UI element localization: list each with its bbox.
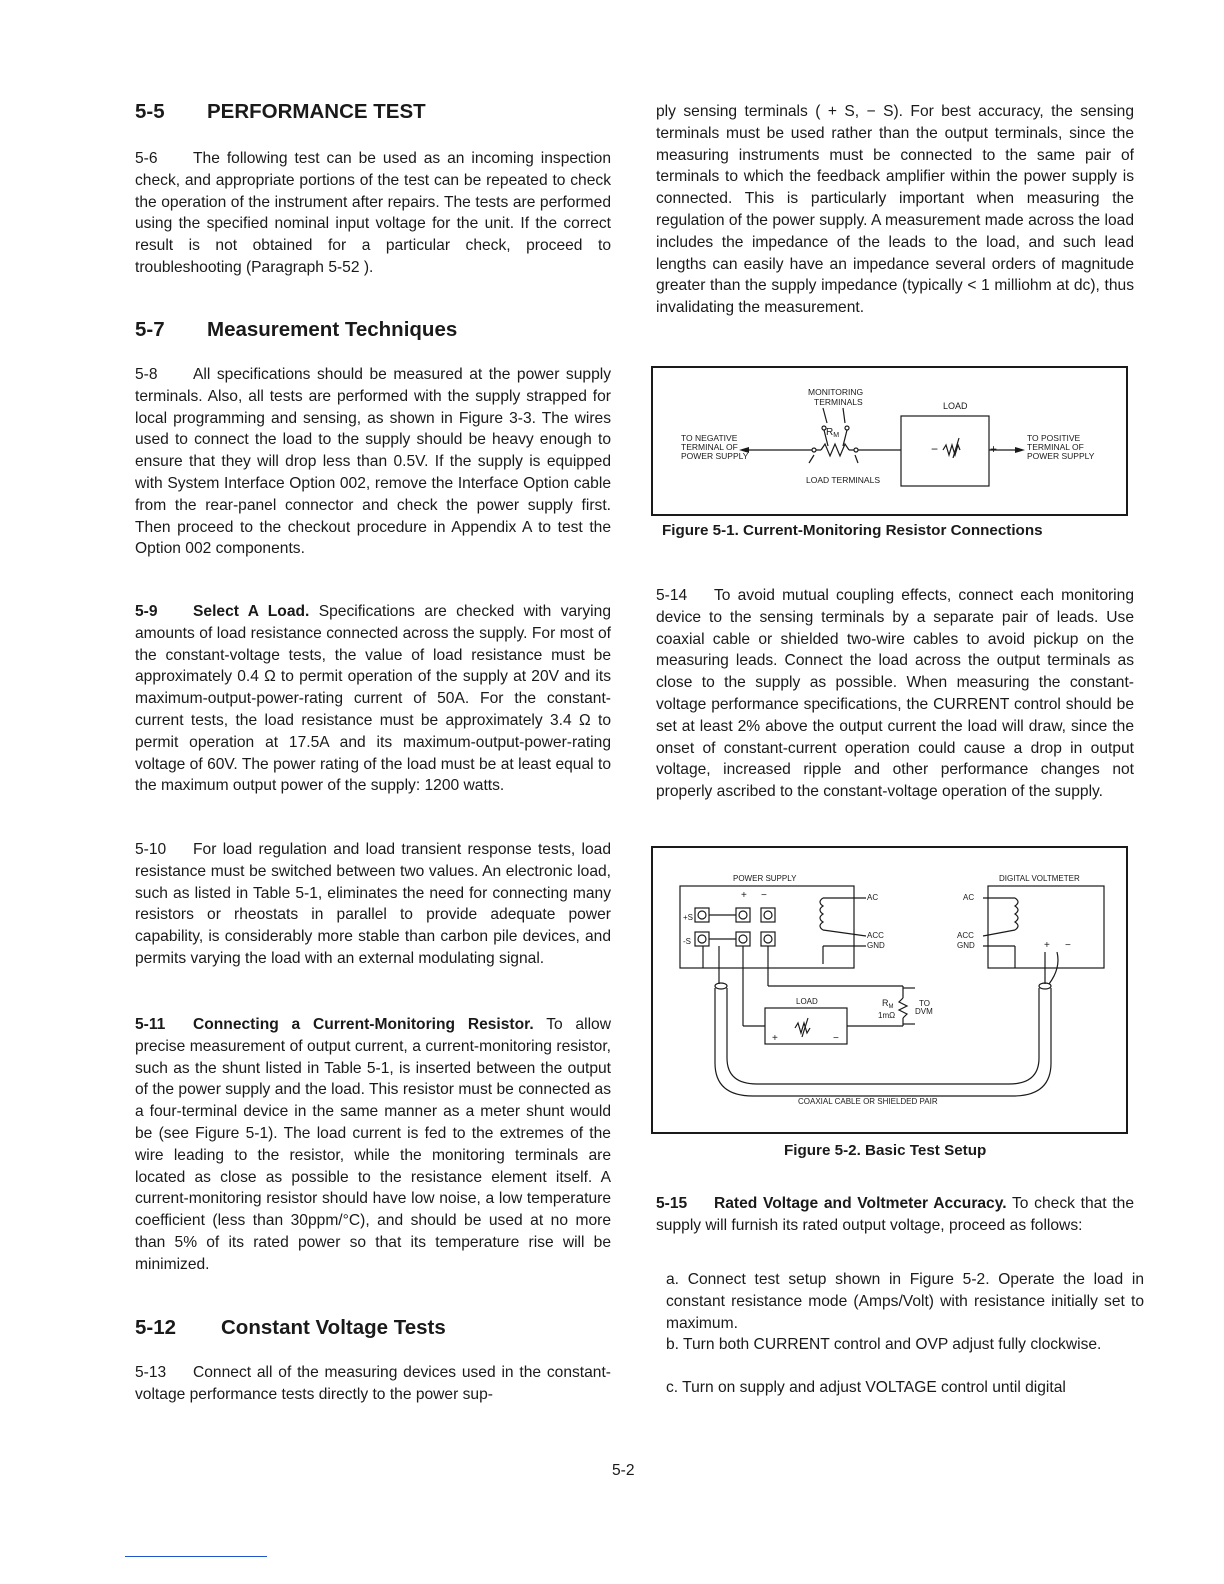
fig2-label-power-supply: POWER SUPPLY	[733, 874, 797, 883]
fig1-label-neg-1: TO NEGATIVE	[681, 433, 738, 443]
figure-5-1-diagram	[653, 368, 1126, 514]
paragraph-5-11: 5-11 Connecting a Current-Monitoring Resistor. To allow precise measurement of output current, a current-monitoring resistor, such as the shunt listed in Table 5-1, is inserted between the output of the power supply and the load. This resistor must be connected as a four-terminal device in the same manner as a meter shunt would be (see Figure 5-1). The load current is fed to the extremes of the wire leading to the resistor, while the monitoring terminals are located as close as possible to the resistance element itself. A current-monitoring resistor should have low noise, a low temperature coefficient (less than 30ppm/°C), and should be used at no more than 5% of its rated power so that its temperature rise will be minimized.	[135, 1016, 611, 1273]
figure-5-2	[651, 846, 1128, 1134]
step-a: a. Connect test setup shown in Figure 5-2. Operate the load in constant resistance mode (Amps/Volt) with resistance initially set to maximum.	[666, 1271, 1144, 1332]
fig2-label-gnd-left: GND	[867, 941, 885, 950]
fig2-label-to: TO	[919, 999, 930, 1008]
fig2-dvm-minus: −	[1065, 940, 1071, 951]
fig2-label-minus-s: -S	[683, 937, 691, 946]
fig2-label-gnd-right: GND	[957, 941, 975, 950]
fig2-load-plus: +	[772, 1033, 778, 1044]
heading-5-5: 5-5 PERFORMANCE TEST	[135, 100, 426, 123]
fig2-ps-minus: −	[761, 890, 767, 901]
fig1-label-load-terminals: LOAD TERMINALS	[806, 475, 881, 485]
fig2-label-load: LOAD	[796, 997, 818, 1006]
fig2-label-1mohm: 1mΩ	[878, 1011, 896, 1020]
fig1-label-rm: $R_M$	[826, 427, 840, 439]
heading-5-12: 5-12 Constant Voltage Tests	[135, 1316, 446, 1339]
paragraph-5-10: 5-10 For load regulation and load transient response tests, load resistance must be switched between two values. An electronic load, such as listed in Table 5-1, eliminates the need for connecting many resistors or rheostats in parallel to provide adequate power capability, is considerably more stable than carbon pile devices, and permits varying the load with an external modulating signal.	[135, 841, 611, 967]
paragraph-5-6: 5-6 The following test can be used as an incoming inspection check, and appropriate portions of the test can be repeated to check the operation of the instrument after repairs. The tests are performed using the specified nominal input voltage for the unit. If the correct result is not obtained for a particular check, proceed to troubleshooting (Paragraph 5-52 ).	[135, 150, 611, 276]
fig1-label-pos-2: TERMINAL OF	[1027, 442, 1084, 452]
fig2-label-dvm-short: DVM	[915, 1007, 933, 1016]
figure-5-2-diagram	[653, 848, 1126, 1132]
fig2-load-minus: −	[833, 1033, 839, 1044]
fig2-label-acc-left: ACC	[867, 931, 884, 940]
fig2-label-plus-s: +S	[683, 913, 694, 922]
fig1-load-minus: −	[931, 442, 939, 456]
footer-rule	[125, 1556, 267, 1557]
paragraph-5-9: 5-9 Select A Load. Specifications are checked with varying amounts of load resistance connected across the supply. For most of the constant-voltage tests, the value of load resistance must be approximately 0.4 Ω to permit operation of the supply at 20V and its maximum-output-power-rating current of 50A. For the constant-current tests, the load resistance must be approximately 3.4 Ω to permit operation at 17.5A and its maximum-output-power-rating voltage of 60V. The power rating of the load must be at least equal to the maximum output power of the supply: 1200 watts.	[135, 603, 611, 795]
fig1-label-load: LOAD	[943, 401, 968, 411]
figure-5-1-caption: Figure 5-1. Current-Monitoring Resistor Connections	[662, 522, 1043, 539]
fig2-ps-plus: +	[741, 890, 747, 901]
heading-5-7: 5-7 Measurement Techniques	[135, 318, 458, 341]
fig1-label-monitoring: MONITORING	[808, 387, 864, 397]
paragraph-5-13: 5-13 Connect all of the measuring devices used in the constant-voltage performance tests directly to the power sup-	[135, 1364, 611, 1403]
step-b: b. Turn both CURRENT control and OVP adjust fully clockwise.	[666, 1336, 1102, 1353]
fig2-label-ac-right: AC	[963, 893, 975, 902]
fig2-label-rm: $R_M$	[882, 998, 894, 1010]
fig1-label-pos-3: POWER SUPPLY	[1027, 451, 1095, 461]
step-c: c. Turn on supply and adjust VOLTAGE control until digital	[666, 1379, 1066, 1396]
fig1-label-terminals: TERMINALS	[814, 397, 863, 407]
paragraph-5-14: 5-14 To avoid mutual coupling effects, connect each monitoring device to the sensing terminals by a separate pair of leads. Use coaxial cable or shielded two-wire cables to avoid pickup on the measuring leads. Connect the load across the output terminals as close to the supply as possible. When measuring the constant-voltage performance specifications, the CURRENT control should be set at least 2% above the output current the load will draw, since the onset of constant-current operation could cause a drop in output voltage, increased ripple and other performance changes not properly ascribed to the constant-voltage operation of the supply.	[656, 587, 1134, 801]
fig1-label-neg-2: TERMINAL OF	[681, 442, 738, 452]
fig2-dvm-plus: +	[1044, 940, 1050, 951]
fig1-label-pos-1: TO POSITIVE	[1027, 433, 1081, 443]
fig2-label-dvm: DIGITAL VOLTMETER	[999, 874, 1080, 883]
page-number: 5-2	[612, 1462, 635, 1479]
figure-5-1	[651, 366, 1128, 516]
paragraph-5-15: 5-15 Rated Voltage and Voltmeter Accuracy. To check that the supply will furnish its rated output voltage, proceed as follows:	[656, 1195, 1135, 1234]
paragraph-continued: ply sensing terminals ( + S, − S). For best accuracy, the sensing terminals must be used rather than the output terminals, since the measuring instruments must be connected to the same pair of terminals to which the feedback amplifier within the power supply is connected. This is particularly important when measuring the regulation of the power supply. A measurement made across the load includes the impedance of the leads to the load, and such lead lengths can easily have an impedance several orders of magnitude greater than the supply impedance (typically < 1 milliohm at dc), thus invalidating the measurement.	[656, 103, 1134, 317]
paragraph-5-8: 5-8 All specifications should be measured at the power supply terminals. Also, all tests are performed with the supply strapped for local programming and sensing, as shown in Figure 3-3. The wires used to connect the load to the supply should be heavy enough to ensure that they will drop less than 0.5V. If the supply is equipped with System Interface Option 002, remove the Interface Option cable from the rear-panel connector and check the power supply first. Then proceed to the checkout procedure in Appendix A to test the Option 002 components.	[135, 366, 611, 558]
figure-5-2-caption: Figure 5-2. Basic Test Setup	[784, 1142, 987, 1159]
fig2-label-coax: COAXIAL CABLE OR SHIELDED PAIR	[798, 1097, 938, 1106]
fig1-load-plus: +	[990, 442, 998, 456]
fig2-label-ac-left: AC	[867, 893, 879, 902]
fig1-label-neg-3: POWER SUPPLY	[681, 451, 749, 461]
fig2-label-acc-right: ACC	[957, 931, 974, 940]
